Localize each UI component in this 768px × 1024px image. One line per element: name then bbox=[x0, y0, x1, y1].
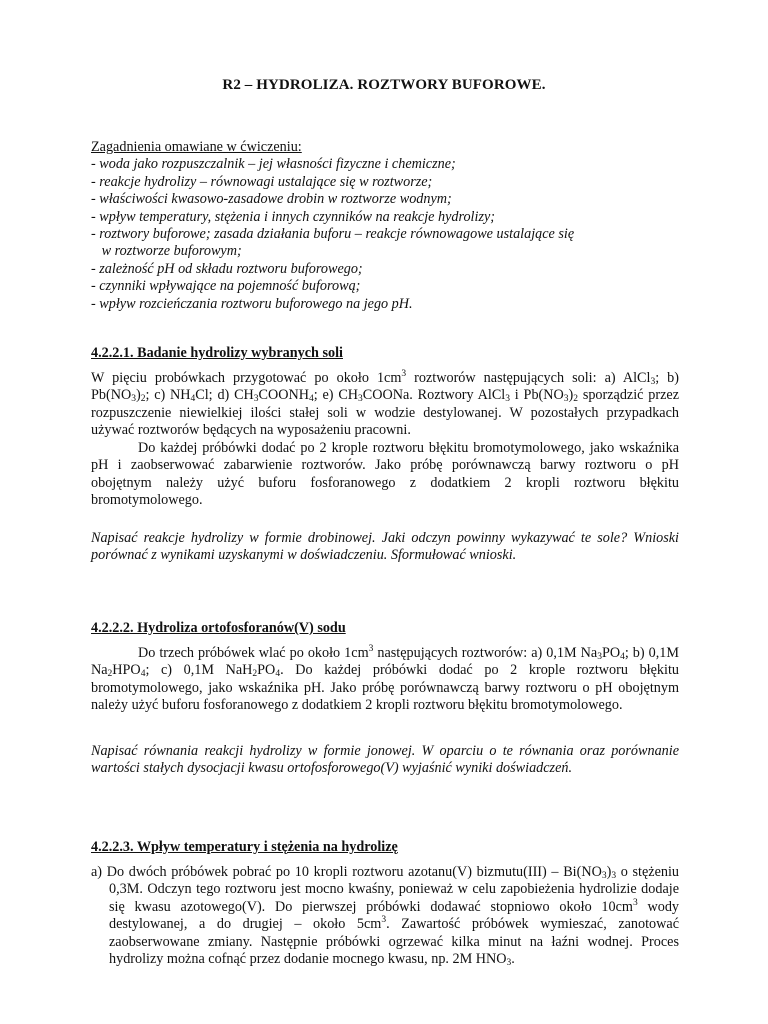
section-heading: 4.2.2.3. Wpływ temperatury i stężenia na hydrolizę bbox=[91, 839, 398, 855]
subscript: 4 bbox=[140, 669, 146, 680]
subscript: 3 bbox=[563, 394, 569, 405]
subscript: 4 bbox=[308, 394, 314, 405]
section2-task: Napisać równania reakcji hydrolizy w formie jonowej. W oparciu o te równania oraz porównanie wartości stałych dysocjacji kwasu ortofosforowego(V) wyjaśnić wyniki doświadczeń. bbox=[91, 743, 679, 777]
text: . Zawartość próbówek wymieszać, zanotować zaobserwowane zmiany. Następnie próbówki ogrzewać kilka minut na łaźni wodnej. Proces hydrolizy można cofnąć przez dodanie mocnego kwasu, np. 2M HNO bbox=[109, 916, 679, 968]
text: i Pb(NO bbox=[509, 387, 564, 404]
subscript: 2 bbox=[107, 669, 113, 680]
topic-item: - wpływ temperatury, stężenia i innych czynników na reakcje hydrolizy; bbox=[91, 208, 495, 225]
superscript: 3 bbox=[381, 915, 387, 926]
topic-item: - wpływ rozcieńczania roztworu buforowego na jego pH. bbox=[91, 295, 413, 312]
topic-item: - woda jako rozpuszczalnik – jej własności fizyczne i chemiczne; bbox=[91, 156, 456, 173]
text: Cl; d) CH bbox=[195, 387, 254, 404]
text: ; b) Pb(NO bbox=[91, 370, 680, 404]
text: następujących roztworów: a) 0,1M Na bbox=[373, 645, 598, 661]
text: wody destylowanej, a do drugiej – około 5cm bbox=[109, 898, 680, 933]
subscript: 3 bbox=[597, 652, 602, 662]
subscript: 3 bbox=[131, 394, 136, 405]
subscript: 3 bbox=[611, 871, 617, 881]
superscript: 3 bbox=[632, 897, 638, 908]
subscript: 2 bbox=[252, 669, 258, 680]
superscript: 3 bbox=[401, 369, 407, 379]
topic-item: - roztwory buforowe; zasada działania buforu – reakcje równowagowe ustalające się bbox=[91, 226, 575, 243]
text: COONH bbox=[258, 387, 309, 404]
topic-item: - czynniki wpływające na pojemność buforową; bbox=[91, 278, 361, 295]
topic-item: - właściwości kwasowo-zasadowe drobin w roztworze wodnym; bbox=[91, 191, 452, 208]
text: . Do każdej próbówki dodać po 2 krople roztworu błękitu bromotymolowego, jako wskaźnika pH. Jako próbę porównawczą barwy roztworu o pH obojętnym należy użyć buforu fosforanowego z dodatkiem 2 kropli roztworu błękitu bromotymolowego. bbox=[91, 662, 679, 714]
text: a) Do dwóch próbówek pobrać po 10 kropli roztworu azotanu(V) bizmutu(III) – Bi(NO bbox=[91, 864, 602, 880]
subscript: 3 bbox=[506, 958, 512, 969]
subscript: 3 bbox=[601, 871, 607, 881]
title-part: R2 – H bbox=[222, 77, 268, 93]
text: ; c) 0,1M NaH bbox=[145, 662, 253, 679]
subscript: 4 bbox=[620, 652, 625, 662]
section2-paragraph1 bbox=[91, 645, 679, 715]
text: ; e) CH bbox=[313, 387, 359, 404]
subscript: 3 bbox=[358, 394, 363, 405]
subscript: 4 bbox=[190, 394, 196, 405]
text: . bbox=[511, 951, 515, 968]
section1-paragraph1: W pięciu probówkach przygotować po około $1cm^3$ roztworów następujących soli: a) AlCl$_3$; b) $Pb(NO_3)_2$; c) $NH_4Cl$; d) $CH_3COONH_4$; e) $CH_3COONa$. Roztwory AlCl$_3$ i $Pb(NO_3)_2$ sporządzić przez rozpuszczenie niewielkiej ilości stałej soli w wodzie destylowanej. W pozostałych przypadkach używać roztworów będących na wyposażeniu pracowni. bbox=[91, 369, 680, 439]
text: PO bbox=[257, 662, 276, 679]
subscript: 4 bbox=[275, 669, 281, 680]
subscript: 2 bbox=[140, 394, 146, 405]
topics-list bbox=[91, 139, 679, 313]
text: ; b) 0,1M Na bbox=[91, 645, 679, 679]
subscript: 3 bbox=[253, 394, 259, 405]
title-part: YDROLIZA. R bbox=[268, 77, 369, 93]
section-heading: 4.2.2.1. Badanie hydrolizy wybranych soli bbox=[91, 345, 343, 361]
section3-item-a: a) Do dwóch próbówek pobrać po 10 kropli roztworu azotanu(V) bizmutu(III) – $Bi(NO_3)_3$ o stężeniu 0,3M. Odczyn tego roztworu jest mocno kwaśny, ponieważ w celu zapobieżenia hydrolizie dodaje się kwasu azotowego(V). Do pierwszej próbówki dodawać stopniowo około $10cm^3$ wody destylowanej, a do drugiej – około $5cm^3$. Zawartość próbówek wymieszać, zanotować zaobserwowane zmiany. Następnie próbówki ogrzewać kilka minut na łaźni wodnej. Proces hydrolizy można cofnąć przez dodanie mocnego kwasu, np. 2M $HNO_3$. bbox=[91, 864, 680, 969]
text: PO bbox=[601, 645, 621, 661]
topic-item: - reakcje hydrolizy – równowagi ustalające się w roztworze; bbox=[91, 173, 433, 190]
subscript: 3 bbox=[650, 377, 656, 387]
section1-paragraph2: Do każdej próbówki dodać po 2 krople roztworu błękitu bromotymolowego, jako wskaźnika pH i zaobserwować zabarwienie roztworów. Jako próbę porównawczą barwy roztworu o pH obojętnym należy użyć buforu fosforanowego z dodatkiem 2 kropli roztworu błękitu bromotymolowego. bbox=[91, 440, 679, 509]
title-part: OZTWORY BUFOROWE. bbox=[368, 77, 546, 93]
text: HPO bbox=[112, 662, 141, 679]
topic-item: w roztworze buforowym; bbox=[91, 243, 242, 260]
topic-item: - zależność pH od składu roztworu buforowego; bbox=[91, 260, 363, 277]
page-title bbox=[0, 77, 768, 94]
text: o stężeniu 0,3M. Odczyn tego roztworu jest mocno kwaśny, ponieważ w celu zapobieżenia hydrolizie dodaje się kwasu azotowego(V). Do pierwszej próbówki dodawać stopniowo około 10cm bbox=[109, 864, 680, 915]
section-heading: 4.2.2.2. Hydroliza ortofosforanów(V) sodu bbox=[91, 620, 346, 636]
text: roztworów następujących soli: a) AlCl bbox=[406, 370, 651, 386]
text: sporządzić przez rozpuszczenie niewielkiej ilości stałej soli w wodzie destylowanej. W pozostałych przypadkach używać roztworów będących na wyposażeniu pracowni. bbox=[91, 387, 679, 439]
section1-task: Napisać reakcje hydrolizy w formie drobinowej. Jaki odczyn powinny wykazywać te sole? Wnioski porównać z wynikami uzyskanymi w doświadczeniu. Sformułować wnioski. bbox=[91, 530, 679, 564]
text: Do trzech próbówek wlać po około 1cm bbox=[138, 645, 369, 661]
topics-heading: Zagadnienia omawiane w ćwiczeniu: bbox=[91, 139, 302, 155]
text: W pięciu probówkach przygotować po około 1cm bbox=[91, 370, 402, 386]
subscript: 3 bbox=[505, 394, 510, 405]
subscript: 2 bbox=[573, 394, 578, 405]
superscript: 3 bbox=[368, 644, 374, 654]
text: ; c) NH bbox=[145, 387, 191, 404]
text: COONa. Roztwory AlCl bbox=[362, 387, 506, 404]
